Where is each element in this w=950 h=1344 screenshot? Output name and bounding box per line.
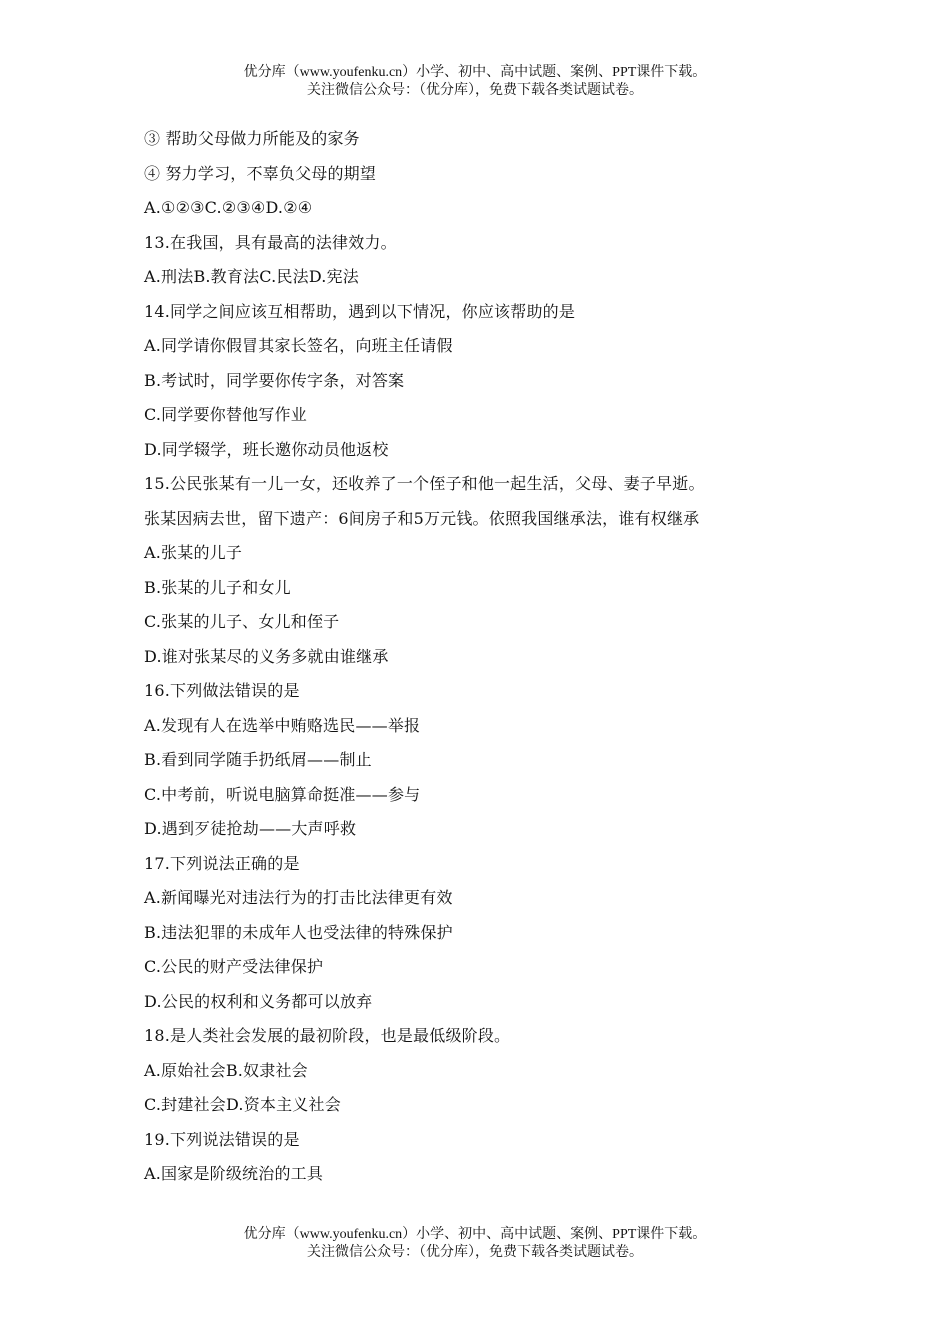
option-d: D.谁对张某尽的义务多就由谁继承 <box>144 646 389 666</box>
question-19: 19.下列说法错误的是 <box>144 1129 300 1149</box>
header-line-2: 关注微信公众号：（优分库），免费下载各类试题试卷。 <box>307 83 643 98</box>
answer-options: A.原始社会B.奴隶社会 <box>144 1060 308 1080</box>
footer-line-2: 关注微信公众号：（优分库），免费下载各类试题试卷。 <box>307 1245 643 1260</box>
option-b: B.看到同学随手扔纸屑——制止 <box>144 750 372 769</box>
question-17: 17.下列说法正确的是 <box>144 853 300 873</box>
question-16: 16.下列做法错误的是 <box>144 681 300 700</box>
question-15-continued: 张某因病去世，留下遗产：6间房子和5万元钱。依照我国继承法，谁有权继承 <box>144 508 700 528</box>
option-c: C.中考前，听说电脑算命挺准——参与 <box>144 784 421 804</box>
option-c: C.张某的儿子、女儿和侄子 <box>144 612 340 631</box>
document-body <box>144 122 824 1192</box>
text-line: ③ 帮助父母做力所能及的家务 <box>144 129 360 148</box>
option-a: A.同学请你假冒其家长签名，向班主任请假 <box>144 336 453 355</box>
answer-options: A.①②③C.②③④D.②④ <box>144 198 313 217</box>
option-b: B.考试时，同学要你传字条，对答案 <box>144 370 405 390</box>
option-a: A.张某的儿子 <box>144 543 243 562</box>
option-a: A.发现有人在选举中贿赂选民——举报 <box>144 715 421 735</box>
answer-options: A.刑法B.教育法C.民法D.宪法 <box>144 267 359 286</box>
option-d: D.同学辍学，班长邀你动员他返校 <box>144 439 389 459</box>
page-footer <box>0 1226 950 1262</box>
option-d: D.公民的权利和义务都可以放弃 <box>144 991 373 1011</box>
question-18: 18.是人类社会发展的最初阶段，也是最低级阶段。 <box>144 1026 511 1045</box>
option-d: D.遇到歹徒抢劫——大声呼救 <box>144 819 357 838</box>
option-c: C.同学要你替他写作业 <box>144 405 307 424</box>
answer-options: C.封建社会D.资本主义社会 <box>144 1095 341 1114</box>
option-a: A.国家是阶级统治的工具 <box>144 1164 324 1183</box>
option-a: A.新闻曝光对违法行为的打击比法律更有效 <box>144 888 453 907</box>
header-line-1: 优分库（www.youfenku.cn）小学、初中、高中试题、案例、PPT课件下载。 <box>243 65 707 80</box>
question-14: 14.同学之间应该互相帮助，遇到以下情况，你应该帮助的是 <box>144 301 576 321</box>
text-line: ④ 努力学习，不辜负父母的期望 <box>144 163 377 183</box>
option-b: B.张某的儿子和女儿 <box>144 577 291 597</box>
option-b: B.违法犯罪的未成年人也受法律的特殊保护 <box>144 922 453 942</box>
question-15: 15.公民张某有一儿一女，还收养了一个侄子和他一起生活，父母、妻子早逝。 <box>144 474 705 493</box>
question-13: 13.在我国，具有最高的法律效力。 <box>144 232 397 252</box>
page-header <box>0 64 950 100</box>
option-c: C.公民的财产受法律保护 <box>144 957 324 976</box>
footer-line-1: 优分库（www.youfenku.cn）小学、初中、高中试题、案例、PPT课件下载。 <box>243 1227 707 1242</box>
